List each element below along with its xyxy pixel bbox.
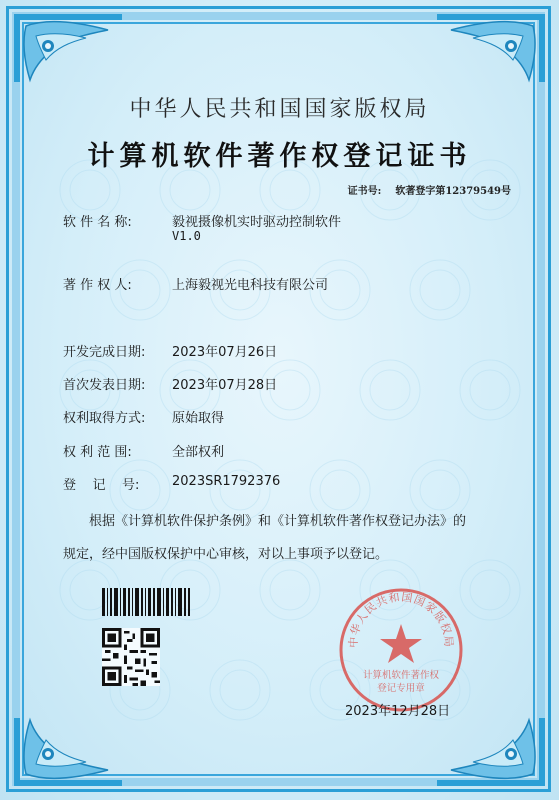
field-value: 全部权利 <box>172 445 225 460</box>
field-value: 2023SR1792376 <box>172 474 281 489</box>
legal-statement-line: 规定，经中国版权保护中心审核，对以上事项予以登记。 <box>63 547 389 562</box>
legal-statement-line: 根据《计算机软件保护条例》和《计算机软件著作权登记办法》的 <box>89 514 467 529</box>
corner-ornament-icon <box>431 8 551 88</box>
corner-ornament-icon <box>8 8 128 88</box>
field-value-version: V1.0 <box>172 229 201 243</box>
seal-line-1: 计算机软件著作权 <box>362 670 440 681</box>
field-value: 2023年07月28日 <box>172 378 278 393</box>
field-value: 上海毅视光电科技有限公司 <box>172 278 329 293</box>
field-label: 权利取得方式: <box>63 411 146 426</box>
field-label: 权 利 范 围: <box>63 445 132 460</box>
issue-date: 2023年12月28日 <box>345 704 451 719</box>
certificate-title: 计算机软件著作权登记证书 <box>87 141 472 172</box>
legal-statement <box>63 505 508 571</box>
star-icon <box>380 624 422 663</box>
certificate-number <box>348 182 511 197</box>
field-label: 首次发表日期: <box>63 378 146 393</box>
qr-code-icon <box>102 628 160 686</box>
field-value: 2023年07月26日 <box>172 345 278 360</box>
field-value: 原始取得 <box>172 411 225 426</box>
barcode-icon <box>102 588 190 616</box>
field-label: 软 件 名 称: <box>63 215 132 230</box>
corner-ornament-icon <box>8 712 128 792</box>
field-label: 著 作 权 人: <box>63 278 132 293</box>
seal-arc-text: 中华人民共和国国家版权局 <box>346 590 456 649</box>
seal-line-2: 登记专用章 <box>377 683 425 694</box>
official-seal-icon <box>337 586 465 714</box>
certificate-number-value: 软著登字第12379549号 <box>395 186 511 197</box>
field-value: 毅视摄像机实时驱动控制软件 <box>172 215 342 230</box>
corner-ornament-icon <box>431 712 551 792</box>
certificate-number-label: 证书号: <box>347 186 382 197</box>
issuing-authority: 中华人民共和国国家版权局 <box>129 97 430 122</box>
field-label: 登 记 号: <box>63 478 140 493</box>
field-label: 开发完成日期: <box>63 345 146 360</box>
